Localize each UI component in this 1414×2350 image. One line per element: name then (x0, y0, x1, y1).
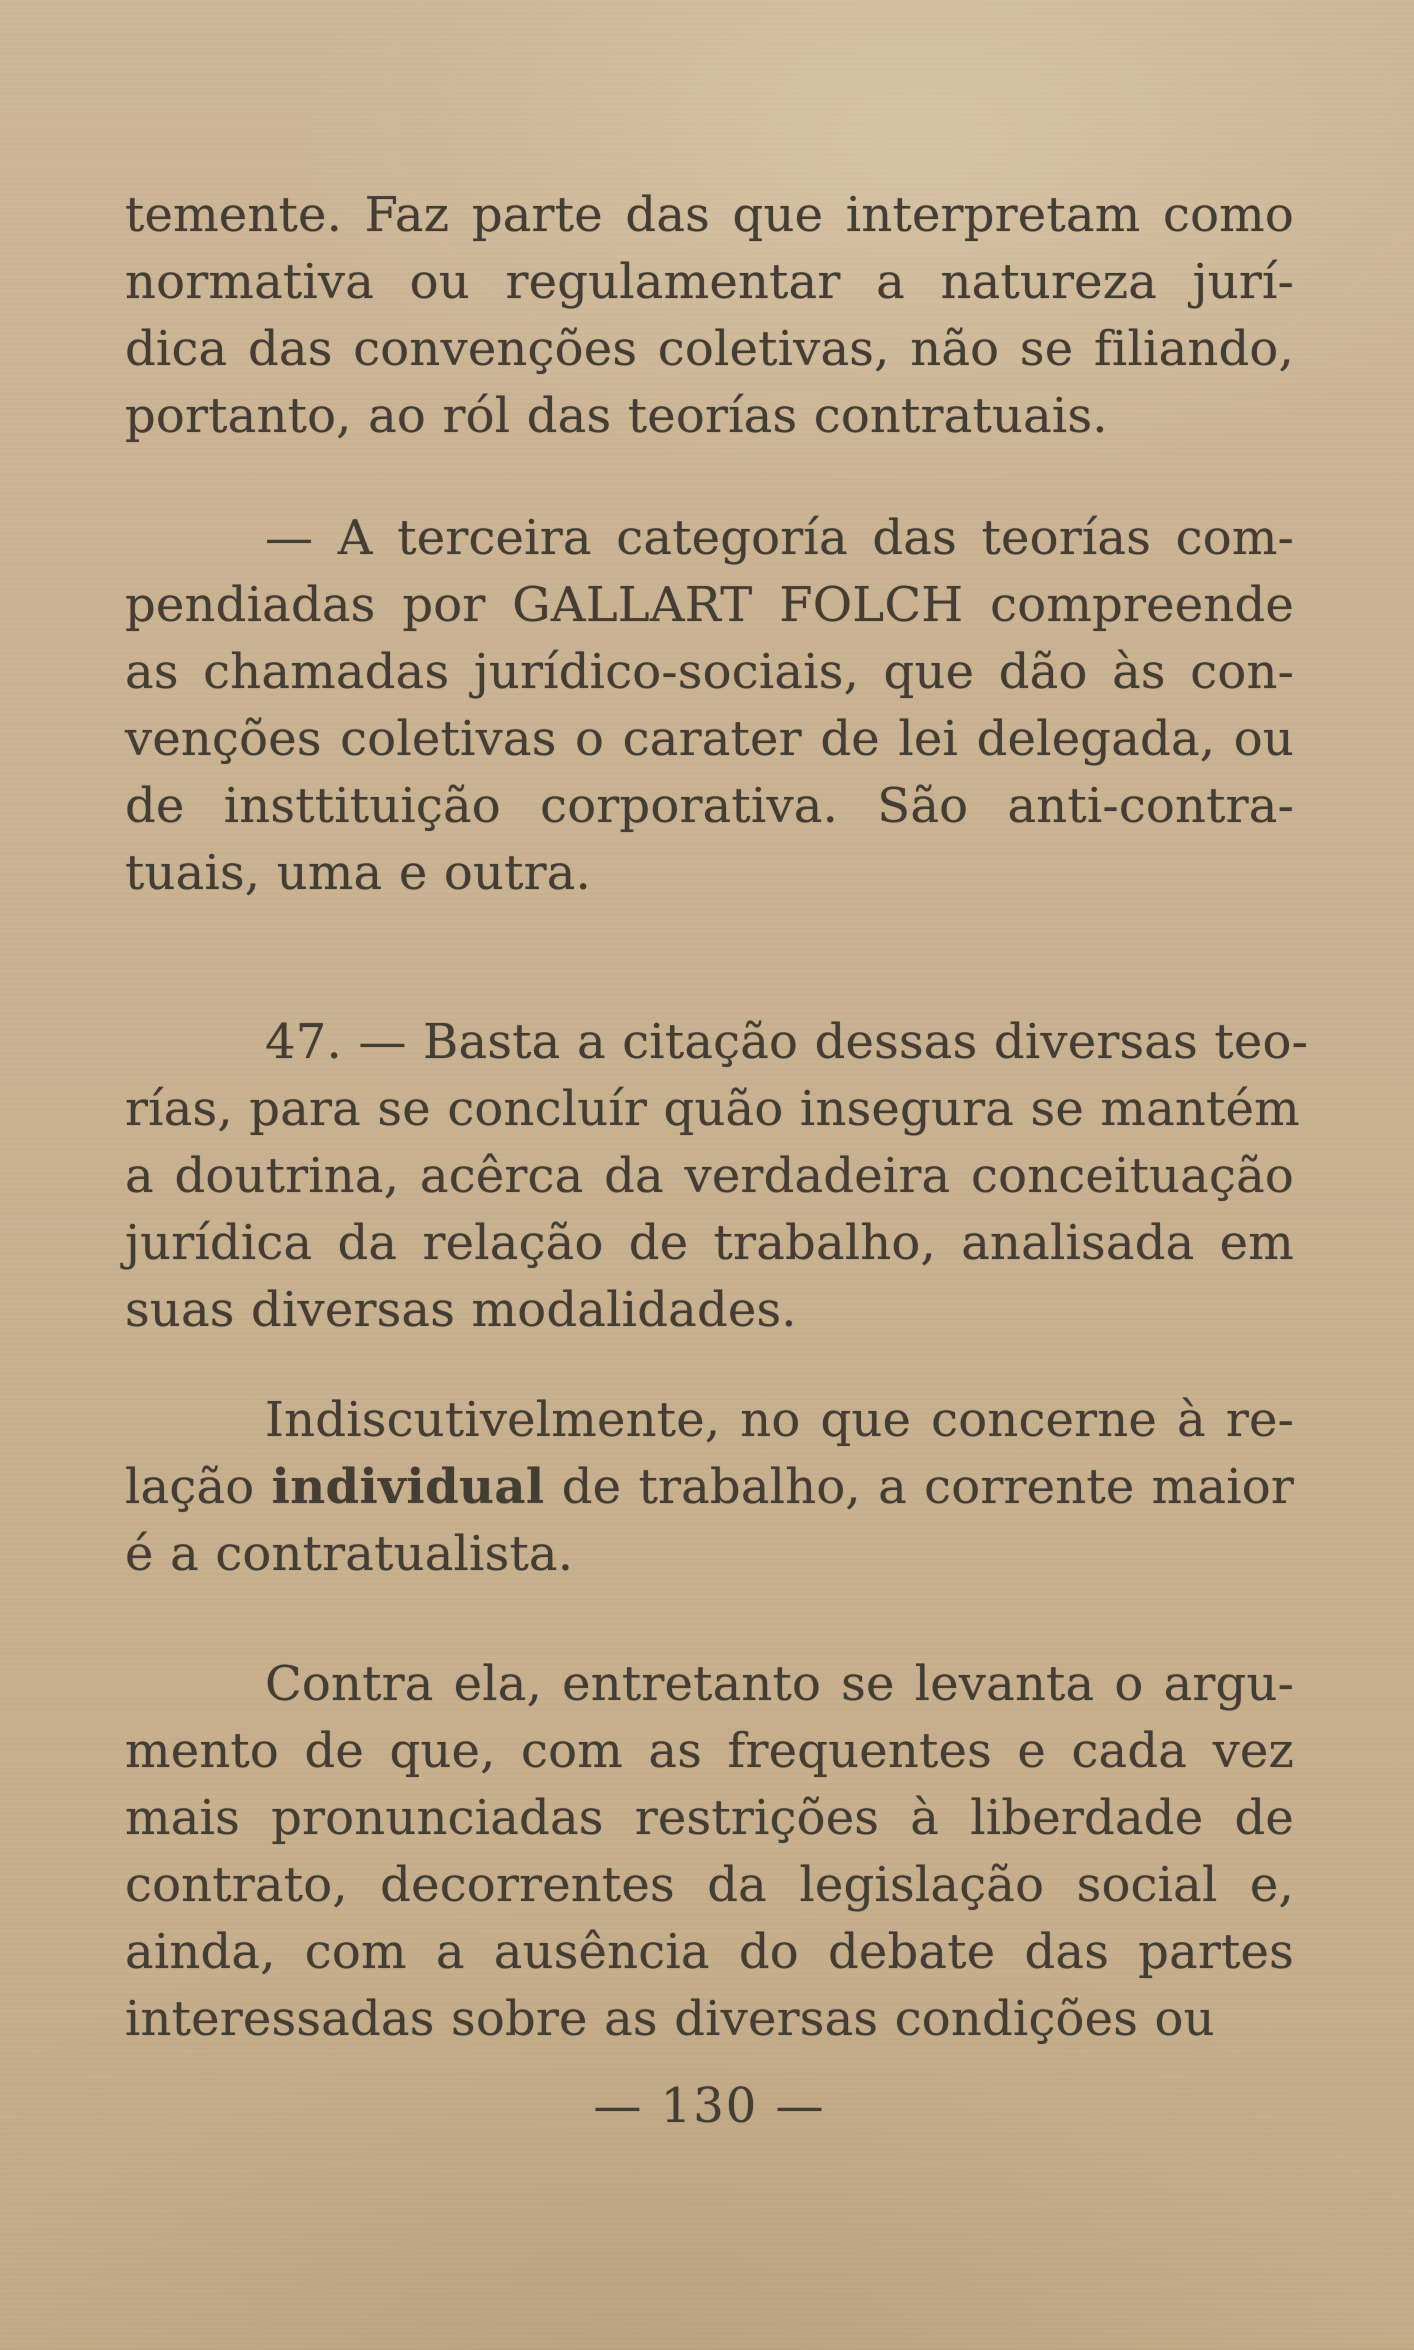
text-line: a doutrina, acêrca da verdadeira conceituação (125, 1148, 1294, 1204)
text-line (125, 1454, 1294, 1521)
paragraph (125, 1009, 1309, 1344)
text-line: é a contratualista. (125, 1526, 574, 1582)
text-line: mais pronunciadas restrições à liberdade de (125, 1790, 1294, 1846)
paragraph (125, 1651, 1294, 2053)
text-line: Indiscutivelmente, no que concerne à re- (265, 1392, 1294, 1448)
paragraph (125, 182, 1294, 450)
text-line: rías, para se concluír quão insegura se mantém (125, 1081, 1300, 1137)
text-line: temente. Faz parte das que interpretam como (125, 187, 1294, 243)
text-line: ainda, com a ausência do debate das partes (125, 1924, 1294, 1980)
paragraph (125, 1387, 1294, 1588)
text-line: mento de que, com as frequentes e cada vez (125, 1723, 1294, 1779)
text-line: suas diversas modalidades. (125, 1282, 797, 1338)
text-line: jurídica da relação de trabalho, analisada em (125, 1215, 1294, 1271)
bold-text: individual (271, 1459, 545, 1515)
text-line: venções coletivas o carater de lei delegada, ou (125, 711, 1294, 767)
paragraph (125, 505, 1294, 907)
text-line: interessadas sobre as diversas condições ou (125, 1991, 1215, 2047)
text-run: lação (125, 1459, 272, 1515)
text-line: contrato, decorrentes da legislação social e, (125, 1857, 1294, 1913)
text-line: as chamadas jurídico-sociais, que dão às con- (125, 644, 1294, 700)
text-line: portanto, ao ról das teorías contratuais. (125, 388, 1108, 444)
text-line: Contra ela, entretanto se levanta o argu- (265, 1656, 1294, 1712)
text-line: de insttituição corporativa. São anti-contra- (125, 778, 1294, 834)
page-text-block (125, 182, 1309, 2053)
text-line: 47. — Basta a citação dessas diversas teo- (265, 1014, 1309, 1070)
page-number: — 130 — (593, 2078, 826, 2134)
text-line: — A terceira categoría das teorías com- (265, 510, 1294, 566)
text-line: normativa ou regulamentar a natureza jurí- (125, 254, 1294, 310)
text-run: de trabalho, a corrente maior (544, 1459, 1295, 1515)
text-line: dica das convenções coletivas, não se filiando, (125, 321, 1294, 377)
text-line: pendiadas por GALLART FOLCH compreende (125, 577, 1294, 633)
text-line: tuais, uma e outra. (125, 845, 592, 901)
